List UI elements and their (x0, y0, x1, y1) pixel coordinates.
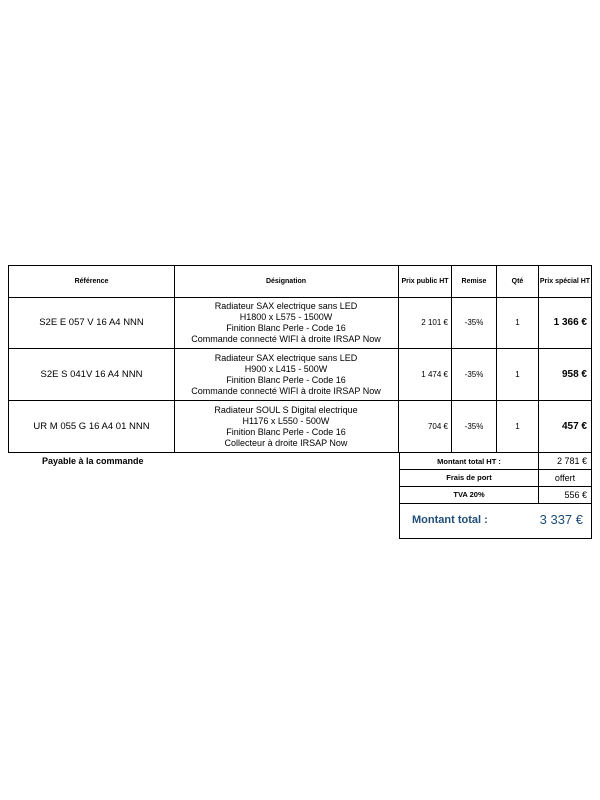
montant-ht-label: Montant total HT : (399, 453, 539, 470)
tva-label: TVA 20% (399, 486, 539, 504)
row-2-designation-line: Commande connecté WIFI à droite IRSAP Now (191, 385, 381, 396)
row-3-prix-public: 704 € (399, 401, 452, 453)
header-designation: Désignation (174, 265, 399, 298)
row-3-designation (174, 401, 399, 453)
row-1-prix-public: 2 101 € (399, 297, 452, 349)
row-2-designation-line: Finition Blanc Perle - Code 16 (226, 374, 346, 385)
row-1-qte: 1 (497, 297, 539, 349)
header-prix-special: Prix spécial HT (539, 265, 592, 298)
row-1-designation-line: Finition Blanc Perle - Code 16 (226, 322, 346, 333)
frais-port-label: Frais de port (399, 469, 539, 487)
montant-ht-value: 2 781 € (539, 453, 592, 470)
row-3-designation-line: Finition Blanc Perle - Code 16 (226, 426, 346, 437)
row-2-prix-public: 1 474 € (399, 349, 452, 401)
total-value: 3 337 € (539, 512, 583, 527)
row-1-designation (174, 297, 399, 349)
row-3-qte: 1 (497, 401, 539, 453)
payment-note: Payable à la commande (42, 456, 144, 466)
row-1-remise: -35% (452, 297, 497, 349)
header-prix-public: Prix public HT (399, 265, 452, 298)
row-2-prix-special: 958 € (539, 349, 592, 401)
header-qte: Qté (497, 265, 539, 298)
row-2-reference: S2E S 041V 16 A4 NNN (8, 349, 175, 401)
tva-value: 556 € (539, 486, 592, 504)
row-3-reference: UR M 055 G 16 A4 01 NNN (8, 401, 175, 453)
row-1-prix-special: 1 366 € (539, 297, 592, 349)
row-2-designation-line: H900 x L415 - 500W (244, 363, 328, 374)
row-2-designation (174, 349, 399, 401)
row-2-qte: 1 (497, 349, 539, 401)
row-3-remise: -35% (452, 401, 497, 453)
header-remise: Remise (452, 265, 497, 298)
row-3-designation-line: H1176 x L550 - 500W (242, 415, 330, 426)
total-box (399, 503, 592, 539)
header-reference: Référence (8, 265, 175, 298)
row-3-designation-line: Collecteur à droite IRSAP Now (224, 437, 348, 448)
row-3-designation-line: Radiateur SOUL S Digital electrique (214, 404, 358, 415)
frais-port-value: offert (539, 469, 592, 487)
total-label: Montant total : (412, 514, 488, 526)
row-1-designation-line: Radiateur SAX electrique sans LED (214, 300, 358, 311)
row-3-prix-special: 457 € (539, 401, 592, 453)
row-2-designation-line: Radiateur SAX electrique sans LED (214, 352, 358, 363)
row-1-reference: S2E E 057 V 16 A4 NNN (8, 297, 175, 349)
row-1-designation-line: H1800 x L575 - 1500W (239, 311, 333, 322)
row-1-designation-line: Commande connecté WIFI à droite IRSAP Now (191, 333, 381, 344)
row-2-remise: -35% (452, 349, 497, 401)
